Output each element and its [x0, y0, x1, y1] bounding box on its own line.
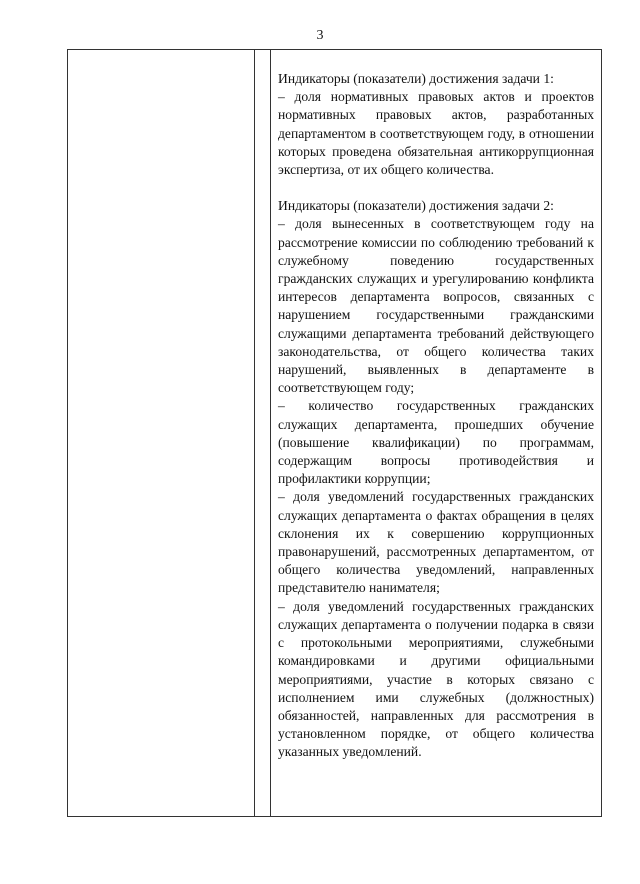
task2-item: – доля вынесенных в соответствующем году на рассмотрение комиссии по соблюдению требований к служебному поведению государственных гражданских служащих и урегулированию конфликта интересов департамента вопросов, связанных с нарушением государственными гражданскими служащими департамента требований действующего законодательства, от общего количества таких нарушений, выявленных в департаменте в соответствующем году;	[278, 216, 594, 396]
document-table	[67, 49, 602, 817]
task1-heading: Индикаторы (показатели) достижения задачи 1:	[278, 71, 554, 86]
task2-item: – доля уведомлений государственных гражданских служащих департамента о получении подарка в связи с протокольными мероприятиями, служебными командировками и другими официальными мероприятиями, участие в которых связано с исполнением ими служебных (должностных) обязанностей, направленных для рассмотрения в установленном порядке, от общего количества указанных уведомлений.	[278, 598, 594, 760]
column-divider-left	[254, 50, 255, 816]
task2-item: – доля уведомлений государственных гражданских служащих департамента о фактах обращения в целях склонения их к совершению коррупционных правонарушений, рассмотренных департаментом, от общего количества уведомлений, направленных представителю нанимателя;	[278, 489, 594, 596]
indicators-cell	[278, 70, 594, 762]
task2-item: – количество государственных гражданских служащих департамента, прошедших обучение (повышение квалификации) по программам, содержащим вопросы противодействия и профилактики коррупции;	[278, 398, 594, 487]
page-number: 3	[316, 28, 324, 43]
task1-item: – доля нормативных правовых актов и проектов нормативных правовых актов, разработанных департаментом в соответствующем году, в отношении которых проведена обязательная антикоррупционная экспертиза, от их общего количества.	[278, 89, 594, 178]
column-divider-right	[270, 50, 271, 816]
paragraph-gap	[278, 179, 594, 197]
task2-heading: Индикаторы (показатели) достижения задачи 2:	[278, 198, 554, 214]
